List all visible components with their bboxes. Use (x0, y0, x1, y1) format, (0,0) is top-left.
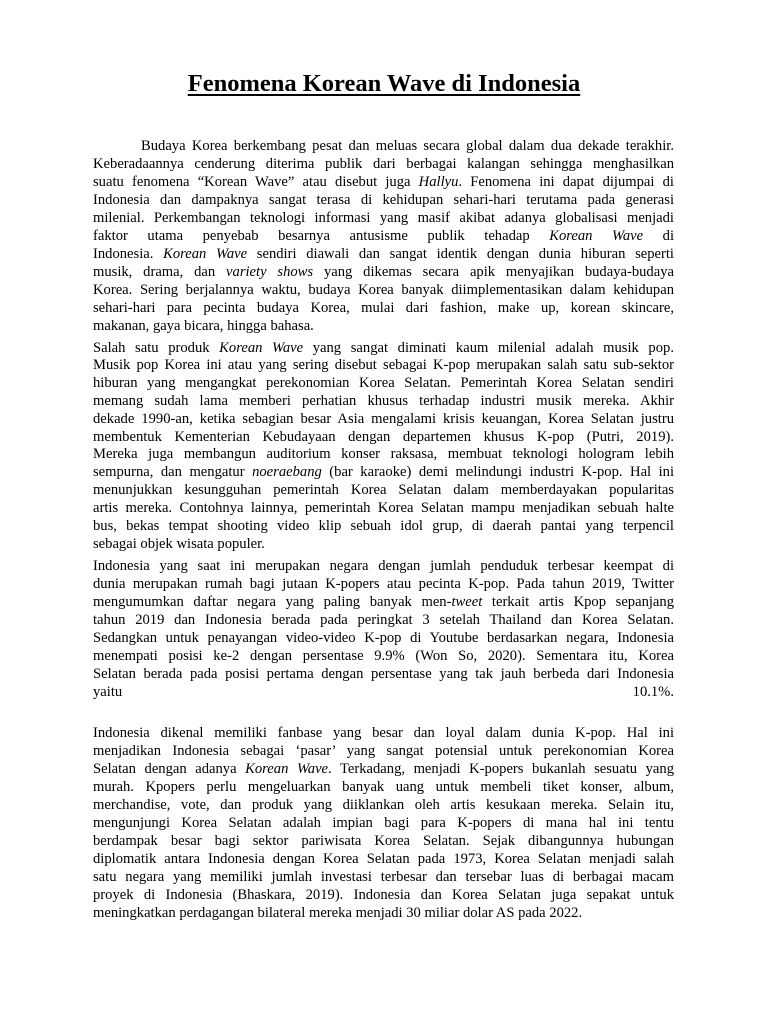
body-text: satu negara yang memiliki jumlah investasi terbesar dan tersebar luas di berbagai macam (93, 869, 674, 885)
body-line (93, 357, 674, 375)
body-text: musik, drama, dan (93, 264, 227, 280)
body-text: menempati posisi ke-2 dengan persentase 9.9% (Won So, 2020). Sementara itu, Korea (93, 648, 674, 664)
body-line (93, 192, 674, 210)
italic-text: noeraebang (252, 464, 322, 480)
body-text: yaitu 10.1%. (93, 684, 674, 700)
body-text: artis mereka. Contohnya lainnya, pemerintah Korea Selatan mampu menjadikan sebuah halte (93, 500, 674, 516)
body-text: sehari-hari para pecinta budaya Korea, mulai dari fashion, make up, korean skincare, (93, 300, 674, 316)
body-line (93, 666, 674, 684)
body-line (93, 905, 674, 923)
body-text: di (643, 228, 674, 244)
body-text: memang sudah lama memberi perhatian khusus terhadap industri musik mereka. Akhir (93, 393, 674, 409)
body-text: yang sangat diminati kaum milenial adalah musik pop. (303, 340, 674, 356)
body-line (93, 246, 674, 264)
body-text: proyek di Indonesia (Bhaskara, 2019). Indonesia dan Korea Selatan juga sepakat untuk (93, 887, 674, 903)
body-text: Musik pop Korea ini atau yang sering disebut sebagai K-pop merupakan salah satu sub-sektor (93, 357, 674, 373)
body-text: bus, bekas tempat shooting video klip sebuah idol grup, di daerah pantai yang terpencil (93, 518, 674, 534)
body-line (93, 282, 674, 300)
body-line (93, 228, 674, 246)
body-text: dunia merupakan rumah bagi jutaan K-popers atau pecinta K-pop. Pada tahun 2019, Twitter (93, 576, 674, 592)
body-text: meningkatkan perdagangan bilateral mereka menjadi 30 miliar dolar AS pada 2022. (93, 905, 583, 921)
document-title: Fenomena Korean Wave di Indonesia (187, 70, 581, 97)
body-text: Indonesia yang saat ini merupakan negara dengan jumlah penduduk terbesar keempat di (93, 558, 674, 574)
body-text: mengunjungi Korea Selatan adalah impian bagi para K-popers di mana hal ini tentu (93, 815, 674, 831)
body-text: Indonesia dan dampaknya sangat terasa di kehidupan sehari-hari terutama pada generasi (93, 192, 674, 208)
body-text: Salah satu produk (93, 340, 220, 356)
body-text: makanan, gaya bicara, hingga bahasa. (93, 318, 314, 334)
body-text: Selatan berada pada posisi pertama dengan persentase yang tak jauh berbeda dari Indonesia (93, 666, 674, 682)
body-text: mengumumkan daftar negara yang paling banyak men- (93, 594, 452, 610)
italic-text: Korean Wave (245, 761, 329, 777)
body-line (93, 464, 674, 482)
body-line (93, 887, 674, 905)
body-line (141, 138, 674, 156)
italic-text: Hallyu (418, 174, 459, 190)
body-text: sendiri diawali dan sangat identik dengan dunia hiburan seperti (247, 246, 674, 262)
body-line (93, 869, 674, 887)
body-text: sempurna, dan mengatur (93, 464, 253, 480)
body-line (93, 156, 674, 174)
body-text: (bar karaoke) demi melindungi industri K-pop. Hal ini (321, 464, 675, 480)
body-line (93, 411, 674, 429)
body-line (93, 264, 674, 282)
body-text: . Fenomena ini dapat dijumpai di (458, 174, 674, 190)
body-line (93, 558, 674, 576)
body-line (93, 518, 674, 536)
body-line (93, 648, 674, 666)
body-text: milenial. Perkembangan teknologi informasi yang masif akibat adanya globalisasi menjadi (93, 210, 674, 226)
italic-text: variety shows (226, 264, 314, 280)
body-line (93, 174, 674, 192)
body-line (93, 797, 674, 815)
body-line (93, 375, 674, 393)
body-line (93, 576, 674, 594)
body-text: menunjukkan kesungguhan pemerintah Korea Selatan dalam memberdayakan popularitas (93, 482, 674, 498)
body-line (93, 429, 674, 447)
body-text: hiburan yang mengangkat perekonomian Korea Selatan. Pemerintah Korea Selatan sendiri (93, 375, 674, 391)
body-line (93, 594, 674, 612)
body-text: tahun 2019 dan Indonesia berada pada peringkat 3 setelah Thailand dan Korea Selatan. (93, 612, 674, 628)
body-text: Budaya Korea berkembang pesat dan meluas secara global dalam dua dekade terakhir. (141, 138, 674, 154)
body-text: Keberadaannya cenderung diterima publik dari berbagai kalangan sehingga menghasilkan (93, 156, 674, 172)
body-text: faktor utama penyebab besarnya antusisme publik tehadap (93, 228, 550, 244)
body-text: menjadikan Indonesia sebagai ‘pasar’ yang sangat potensial untuk perekonomian Korea (93, 743, 674, 759)
body-line (93, 833, 674, 851)
body-text: merchandise, vote, dan produk yang diiklankan oleh artis kesukaan mereka. Selain itu, (93, 797, 674, 813)
body-text: Korea. Sering berjalannya waktu, budaya Korea banyak diimplementasikan dalam kehidupan (93, 282, 674, 298)
body-line (93, 500, 674, 518)
italic-text: Korean Wave (219, 340, 304, 356)
body-line (93, 210, 674, 228)
body-line (93, 536, 674, 554)
italic-text: Korean Wave (549, 228, 644, 244)
body-text: yang dikemas secara apik menyajikan budaya-budaya (313, 264, 674, 280)
body-line (93, 612, 674, 630)
italic-text: Korean Wave (163, 246, 248, 262)
body-text: dekade 1990-an, ketika sebagian besar Asia mengalami krisis keuangan, Korea Selatan justru (93, 411, 674, 427)
body-line (93, 318, 674, 336)
body-text: sebagai objek wisata populer. (93, 536, 265, 552)
body-text: suatu fenomena “Korean Wave” atau disebut juga (93, 174, 419, 190)
body-line (93, 300, 674, 318)
body-line (93, 779, 674, 797)
body-text: Indonesia dikenal memiliki fanbase yang besar dan loyal dalam dunia K-pop. Hal ini (93, 725, 674, 741)
body-text: membentuk Kementerian Kebudayaan dengan departemen khusus K-pop (Putri, 2019). (93, 429, 674, 445)
body-line (93, 743, 674, 761)
body-line (93, 684, 674, 702)
body-line (93, 761, 674, 779)
body-text: Mereka juga membangun auditorium konser raksasa, membuat teknologi hologram lebih (93, 446, 674, 462)
body-line (93, 393, 674, 411)
italic-text: tweet (451, 594, 483, 610)
body-text: berdampak besar bagi sektor pariwisata Korea Selatan. Sejak dibangunnya hubungan (93, 833, 674, 849)
body-line (93, 851, 674, 869)
body-line (93, 815, 674, 833)
body-text: . Terkadang, menjadi K-popers bukanlah sesuatu yang (328, 761, 674, 777)
body-text: murah. Kpopers perlu mengeluarkan banyak uang untuk membeli tiket konser, album, (93, 779, 674, 795)
body-text: terkait artis Kpop sepanjang (482, 594, 674, 610)
body-line (93, 482, 674, 500)
body-text: Indonesia. (93, 246, 164, 262)
body-line (93, 630, 674, 648)
body-text: diplomatik antara Indonesia dengan Korea Selatan pada 1973, Korea Selatan menjadi salah (93, 851, 674, 867)
body-line (93, 340, 674, 358)
body-line (93, 446, 674, 464)
body-text: Selatan dengan adanya (93, 761, 246, 777)
body-line (93, 725, 674, 743)
body-text: Sedangkan untuk penayangan video-video K-pop di Youtube berdasarkan negara, Indonesia (93, 630, 674, 646)
